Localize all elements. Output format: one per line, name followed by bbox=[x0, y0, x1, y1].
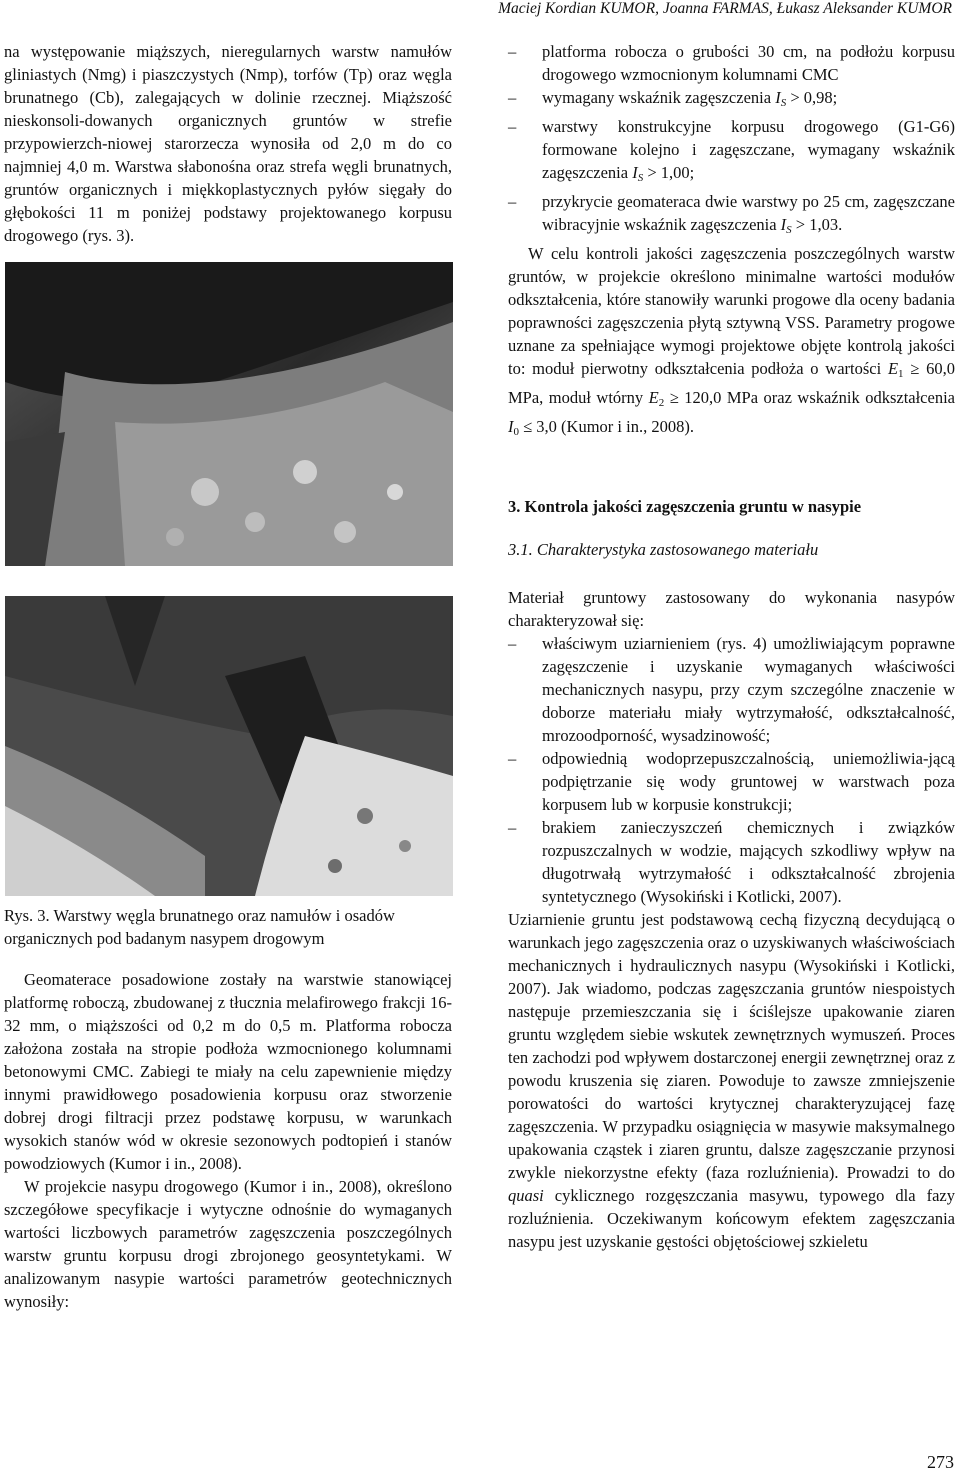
paragraph: Geomaterace posadowione zostały na warstwie stanowiącej platformę roboczą, zbudowanej z tłucznia melafirowego frakcji 16-32 mm, o miąższości od 0,2 m do 0,5 m. Platforma robocza założona została na stropie podłoża wzmocnionego kolumnami betonowymi CMC. Zabiegi te miały na celu zapewnienie między innymi prawidłowego posadowienia korpusu oraz stworzenie dobrej drogi filtracji przez podstawę korpusu, w warunkach wysokich stanów wód w okresie sezonowych podtopień i stanów powodziowych (Kumor i in., 2008). bbox=[4, 970, 452, 1173]
list-item: – przykrycie geomateraca dwie warstwy po 25 cm, zagęszczane wibracyjnie wskaźnik zagęszczenia $I_S > 1,03$. bbox=[508, 190, 955, 242]
list-item: – brakiem zanieczyszczeń chemicznych i związków rozpuszczalnych w wodzie, mających szkodliwy wpływ na długotrwałą wytrzymałość i odkształcalność zbrojenia syntetycznego (Wysokiński i Kotlicki, 2007). bbox=[508, 816, 955, 908]
left-column-top bbox=[4, 40, 452, 247]
list-item: – warstwy konstrukcyjne korpusu drogowego (G1-G6) formowane kolejno i zagęszczane, wymagany wskaźnik zagęszczenia $I_S > 1,00$; bbox=[508, 115, 955, 190]
page-number: 273 bbox=[927, 1452, 954, 1472]
subsection-heading: 3.1. Charakterystyka zastosowanego materiału bbox=[508, 540, 819, 559]
list-item: – właściwym uziarnieniem (rys. 4) umożliwiającym poprawne zagęszczenie i uzyskanie wymaganych właściwości mechanicznych nasypu, przy czym szczególne znaczenie w doborze materiału miały wytrzymałość, odkształcalność, mrozoodporność, wysadzinowość; bbox=[508, 632, 955, 747]
running-header: Maciej Kordian KUMOR, Joanna FARMAS, Łukasz Aleksander KUMOR bbox=[498, 0, 952, 17]
photo-top bbox=[5, 262, 453, 566]
right-column-top bbox=[508, 40, 955, 444]
right-column-bottom bbox=[508, 586, 955, 1253]
paragraph: Materiał gruntowy zastosowany do wykonania nasypów charakteryzował się: bbox=[508, 588, 955, 630]
paragraph: W celu kontroli jakości zagęszczenia poszczególnych warstw gruntów, w projekcie określono minimalne wartości modułów odkształcenia, które stanowiły warunki progowe dla oceny badania poprawności zagęszczenia płytą sztywną VSS. Parametry progowe uznane za spełniające wymogi projektowe objęte kontrolą jakości to: moduł pierwotny odkształcenia podłoża o wartości $E_1 \ge 60,0$ MPa, moduł wtórny $E_2 \ge 120,0$ MPa oraz wskaźnik odkształcenia $I_0 \le 3,0$ (Kumor i in., 2008). bbox=[508, 244, 955, 438]
figure-caption: Rys. 3. Warstwy węgla brunatnego oraz namułów i osadów organicznych pod badanym nasypem drogowym bbox=[4, 906, 395, 948]
left-column-bottom bbox=[4, 968, 452, 1313]
list-item: – odpowiednią wodoprzepuszczalnością, uniemożliwia-jącą podpiętrzanie się wody gruntowej w warstwach poza korpusem lub w korpusie konstrukcji; bbox=[508, 747, 955, 816]
photo-bottom bbox=[5, 596, 453, 896]
paragraph: na występowanie miąższych, nieregularnych warstw namułów gliniastych (Nmg) i piaszczystych (Nmp), torfów (Tp) oraz węgla brunatnego (Cb), zalegających w dolinie rzecznej. Miąższość nieskonsoli-dowanych organicznych gruntów w strefie przypowierzch-niowej starorzecza wynosiła od 2,0 m do co najmniej 4,0 m. Warstwa słabonośna oraz strefa węgli brunatnych, gruntów organicznych i miękkoplastycznych pyłów sięgały do głębokości 11 m poniżej podstawy projektowanego korpusu drogowego (rys. 3). bbox=[4, 42, 452, 245]
list-item: – wymagany wskaźnik zagęszczenia $I_S > 0,98$; bbox=[508, 86, 955, 115]
paragraph: Uziarnienie gruntu jest podstawową cechą fizyczną decydującą o warunkach jego zagęszczenia oraz o uzyskiwanych właściwościach mechanicznych i hydraulicznych nasypu (Wysokiński i Kotlicki, 2007). Jak wiadomo, podczas zagęszczania gruntów niespoistych następuje przemieszczania się i ściślejsze upakowanie ziaren gruntu względem siebie wskutek zewnętrznych wymuszeń. Proces ten zachodzi pod wpływem dostarczonej energii zewnętrznej oraz z powodu kruszenia się ziaren. Powoduje to zawsze zmniejszenie porowatości do wartości krytycznej charakteryzującej fazę zagęszczenia. W przypadku osiągnięcia w masywie maksymalnego upakowania cząstek i ziaren gruntu, dalsze zagęszczanie przynosi zwykle niekorzystne efekty (faza rozluźnienia). Prowadzi to do quasi cyklicznego rozgęszczania masywu, typowego dla fazy rozluźnienia. Oczekiwanym końcowym efektem zagęszczania nasypu jest uzyskanie gęstości objętościowej szkieletu bbox=[508, 910, 955, 1251]
section-heading: 3. Kontrola jakości zagęszczenia gruntu w nasypie bbox=[508, 497, 862, 516]
list-item: – platforma robocza o grubości 30 cm, na podłożu korpusu drogowego wzmocnionym kolumnami CMC bbox=[508, 40, 955, 86]
paragraph: W projekcie nasypu drogowego (Kumor i in., 2008), określono szczegółowe specyfikacje i wytyczne odnośnie do wymaganych wartości liczbowych parametrów zagęszczenia poszczególnych warstw gruntu korpusu drogi zbrojonego geosyntetykami. W analizowanym nasypie wartości parametrów geotechnicznych wynosiły: bbox=[4, 1177, 452, 1311]
